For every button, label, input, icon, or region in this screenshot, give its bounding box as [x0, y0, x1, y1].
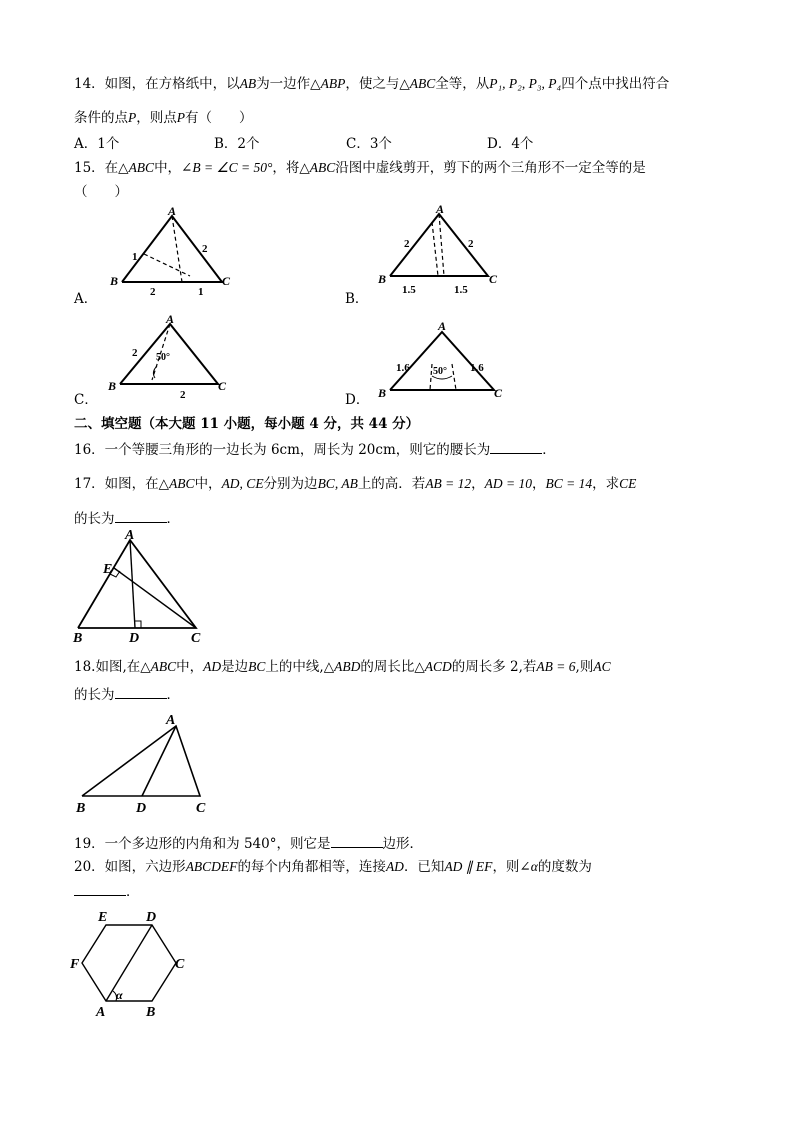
q15c-angle: 50° — [156, 352, 170, 363]
q17-figure — [70, 528, 210, 650]
q20-text: 的度数为 — [537, 859, 592, 875]
q17-text: ， — [532, 476, 546, 492]
q15a-vertex-c: C — [222, 274, 231, 288]
q17-vertex-a: A — [125, 528, 135, 543]
q15-figure-a — [104, 204, 239, 300]
q16-text: ． — [542, 442, 556, 458]
q18-text: 的长为 — [74, 687, 115, 703]
q20-line2 — [74, 880, 140, 900]
q15-line1 — [74, 156, 646, 176]
q15-text: 中，∠ — [154, 160, 193, 176]
q20-angle-alpha: α — [116, 988, 123, 1002]
q18-text: 18.如图,在△ — [74, 659, 151, 675]
q20-vertex-f: F — [70, 957, 80, 972]
q14-text: 全等，从 — [435, 76, 490, 92]
q15-option-d-label: D． — [345, 392, 370, 408]
q15d-vertex-b: B — [378, 386, 387, 400]
q18-line2 — [74, 683, 180, 703]
q18-vertex-b: B — [76, 801, 86, 816]
q19-line — [74, 832, 423, 852]
q15-figure-d — [372, 316, 507, 408]
q15-line2: （ ） — [74, 184, 128, 200]
q15d-angle: 50° — [433, 366, 447, 377]
q20-text: ，则∠ — [492, 859, 531, 875]
q14-text: ，使之与△ — [345, 76, 410, 92]
q14-line1 — [74, 72, 669, 92]
q18-text: ,则 — [575, 659, 594, 675]
q17-text: 的长为 — [74, 511, 115, 527]
q16-line — [74, 438, 556, 458]
q14-ab: AB — [239, 76, 257, 91]
q20-text: 20．如图，六边形 — [74, 859, 186, 875]
q15c-vertex-a: A — [166, 312, 175, 326]
q15c-len: 2 — [132, 347, 138, 359]
answer-blank — [115, 686, 167, 699]
q14-option-d: D．4个 — [487, 136, 534, 152]
q15d-len: 1.6 — [396, 362, 410, 374]
section-heading: 二、填空题（本大题 11 小题，每小题 4 分，共 44 分） — [74, 416, 420, 432]
q15a-len: 1 — [198, 286, 204, 296]
q17-vertex-e: E — [103, 562, 113, 577]
q17-abc: ABC — [169, 476, 195, 491]
q17-ad10: AD = 10 — [484, 476, 533, 491]
q20-text: ． — [126, 884, 140, 900]
answer-blank — [490, 441, 542, 454]
q17-text: ，求 — [592, 476, 620, 492]
q18-vertex-d: D — [136, 801, 147, 816]
q17-text: 上的高．若 — [357, 476, 426, 492]
q18-ad: AD — [203, 659, 222, 674]
q18-text: 中， — [176, 659, 204, 675]
q15-option-b-label: B． — [345, 291, 369, 307]
q14-text: ，则点 — [136, 110, 177, 126]
q15a-vertex-b: B — [110, 274, 119, 288]
q18-bc: BC — [248, 659, 266, 674]
q14-text: 条件的点 — [74, 110, 128, 126]
q15-option-a-label: A． — [74, 291, 98, 307]
q15-figure-c — [104, 310, 239, 408]
q14-text: 有（ ） — [185, 110, 253, 126]
q17-adce: AD, CE — [221, 476, 264, 491]
q19-text: 19．一个多边形的内角和为 540°，则它是 — [74, 836, 331, 852]
q20-vertex-e: E — [98, 910, 108, 925]
q14-text: 为一边作△ — [256, 76, 321, 92]
q17-vertex-d: D — [129, 631, 140, 646]
q14-text: 14．如图，在方格纸中，以 — [74, 76, 240, 92]
q17-bcab: BC, AB — [317, 476, 358, 491]
q17-text: ． — [166, 511, 180, 527]
q18-figure — [72, 708, 222, 822]
q15b-len: 1.5 — [454, 284, 468, 296]
q17-bc14: BC = 14 — [545, 476, 593, 491]
q15b-len: 2 — [468, 238, 474, 250]
q20-vertex-a: A — [96, 1005, 106, 1020]
q20-text: ．已知 — [403, 859, 445, 875]
q15-text: 沿图中虚线剪开，剪下的两个三角形不一定全等的是 — [335, 160, 646, 176]
q14-option-c: C．3个 — [346, 136, 392, 152]
q17-text: ， — [471, 476, 485, 492]
q18-vertex-a: A — [166, 713, 176, 728]
q15c-vertex-b: B — [108, 379, 117, 393]
q15d-len: 1.6 — [470, 362, 484, 374]
q17-ab12: AB = 12 — [425, 476, 472, 491]
q18-ac: AC — [593, 659, 611, 674]
q18-vertex-c: C — [196, 801, 206, 816]
q15d-vertex-c: C — [494, 386, 503, 400]
q20-alpha: α — [530, 859, 538, 874]
q17-vertex-b: B — [73, 631, 83, 646]
q14-p: P — [128, 110, 137, 125]
q18-text: 上的中线,△ — [265, 659, 335, 675]
q15c-len: 2 — [180, 389, 186, 401]
q17-ce: CE — [619, 476, 637, 491]
q19-text: 边形． — [382, 836, 423, 852]
q15a-len: 2 — [150, 286, 156, 296]
q14-line2 — [74, 106, 253, 126]
q18-abc: ABC — [150, 659, 177, 674]
q15b-vertex-b: B — [378, 272, 387, 286]
q15-abc: ABC — [128, 160, 155, 175]
q18-text: 的周长多 2,若 — [451, 659, 537, 675]
q20-ad: AD — [385, 859, 404, 874]
q17-text: 分别为边 — [263, 476, 318, 492]
q20-cond: AD ∥ EF — [444, 859, 493, 874]
q15-text: ，将△ — [272, 160, 310, 176]
q18-text: ． — [166, 687, 180, 703]
q18-abd: ABD — [334, 659, 361, 674]
q14-p: P — [176, 110, 185, 125]
answer-blank — [74, 883, 126, 896]
q15-option-c-label: C． — [74, 392, 98, 408]
q17-vertex-c: C — [191, 631, 201, 646]
q20-vertex-b: B — [146, 1005, 156, 1020]
q18-line1 — [74, 655, 611, 675]
q15a-vertex-a: A — [168, 204, 177, 218]
q14-abc: ABC — [409, 76, 436, 91]
q15b-len: 1.5 — [402, 284, 416, 296]
q20-line1 — [74, 855, 592, 875]
q15d-vertex-a: A — [438, 319, 447, 333]
q14-abp: ABP — [320, 76, 346, 91]
q14-text: 四个点中找出符合 — [561, 76, 670, 92]
q20-hex: ABCDEF — [185, 859, 238, 874]
q14-option-b: B．2个 — [214, 136, 260, 152]
q15c-vertex-c: C — [218, 379, 227, 393]
q15a-len: 1 — [132, 251, 138, 263]
q17-line1 — [74, 472, 636, 492]
q15-cond: B = ∠C = 50° — [192, 160, 273, 175]
q15b-len: 2 — [404, 238, 410, 250]
q20-text: 的每个内角都相等，连接 — [237, 859, 386, 875]
q20-vertex-c: C — [175, 957, 185, 972]
q15-figure-b — [372, 200, 507, 302]
q15b-vertex-a: A — [436, 202, 445, 216]
q15a-len: 2 — [202, 243, 208, 255]
q18-text: 的周长比△ — [360, 659, 425, 675]
q18-acd: ACD — [424, 659, 452, 674]
q17-text: 17．如图，在△ — [74, 476, 170, 492]
q14-option-a: A．1个 — [74, 136, 120, 152]
q15-abc: ABC — [309, 160, 336, 175]
answer-blank — [115, 510, 167, 523]
q16-text: 16．一个等腰三角形的一边长为 6cm，周长为 20cm，则它的腰长为 — [74, 442, 491, 458]
q17-line2 — [74, 507, 180, 527]
q15-text: 15．在△ — [74, 160, 129, 176]
q20-figure — [66, 905, 196, 1029]
answer-blank — [331, 835, 383, 848]
q18-text: 是边 — [221, 659, 249, 675]
q17-text: 中， — [194, 476, 222, 492]
q20-vertex-d: D — [146, 910, 157, 925]
q18-ab6: AB = 6 — [536, 659, 576, 674]
q14-points: P₁, P₂, P₃, P₄ — [489, 76, 562, 91]
q15b-vertex-c: C — [489, 272, 498, 286]
